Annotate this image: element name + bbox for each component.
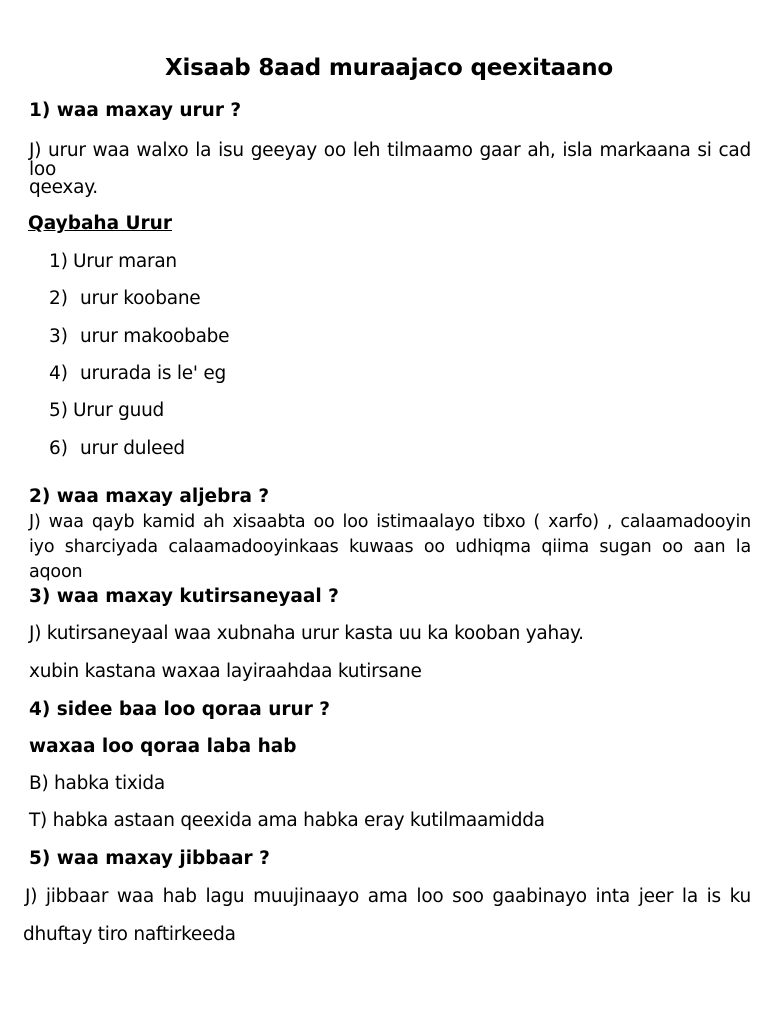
list-item: ururada is le' eg <box>80 363 226 384</box>
list-item-number: 2) <box>49 288 68 309</box>
list-item: urur duleed <box>80 438 185 459</box>
answer-1-line-2: qeexay. <box>29 177 98 198</box>
answer-4-option-b: B) habka tixida <box>29 773 166 794</box>
question-2: 2) waa maxay aljebra ? <box>29 486 270 507</box>
answer-1-line-1: J) urur waa walxo la isu geeyay oo leh tilmaamo gaar ah, isla markaana si cad loo <box>29 140 751 180</box>
types-heading: Qaybaha Urur <box>28 213 172 234</box>
list-item-number: 4) <box>49 363 68 384</box>
question-5: 5) waa maxay jibbaar ? <box>29 848 270 869</box>
question-1: 1) waa maxay urur ? <box>29 100 242 121</box>
list-item-number: 1) <box>49 251 68 272</box>
list-item: urur makoobabe <box>80 326 230 347</box>
answer-2-line-3: aqoon <box>29 562 83 582</box>
list-item: Urur maran <box>73 251 177 272</box>
answer-5-line-1: J) jibbaar waa hab lagu muujinaayo ama loo soo gaabinayo inta jeer la is ku <box>25 886 751 907</box>
answer-5-line-2: dhuftay tiro naftirkeeda <box>23 924 236 945</box>
question-4: 4) sidee baa loo qoraa urur ? <box>29 699 330 720</box>
question-3: 3) waa maxay kutirsaneyaal ? <box>29 586 339 607</box>
page-title: Xisaab 8aad muraajaco qeexitaano <box>164 55 614 81</box>
list-item-number: 3) <box>49 326 68 347</box>
answer-4-subheading: waxaa loo qoraa laba hab <box>29 736 297 757</box>
list-item: Urur guud <box>73 400 165 421</box>
answer-4-option-t: T) habka astaan qeexida ama habka eray kutilmaamidda <box>29 810 545 831</box>
list-item: urur koobane <box>80 288 201 309</box>
list-item-number: 6) <box>49 438 68 459</box>
list-item-number: 5) <box>49 400 68 421</box>
answer-2-line-2: iyo sharciyada calaamadooyinkaas kuwaas oo udhiqma qiima sugan oo aan la <box>29 537 751 557</box>
answer-3-line-1: J) kutirsaneyaal waa xubnaha urur kasta uu ka kooban yahay. <box>29 623 584 644</box>
answer-2-line-1: J) waa qayb kamid ah xisaabta oo loo istimaalayo tibxo ( xarfo) , calaamadooyin <box>29 512 751 532</box>
answer-3-line-2: xubin kastana waxaa layiraahdaa kutirsane <box>29 661 422 682</box>
